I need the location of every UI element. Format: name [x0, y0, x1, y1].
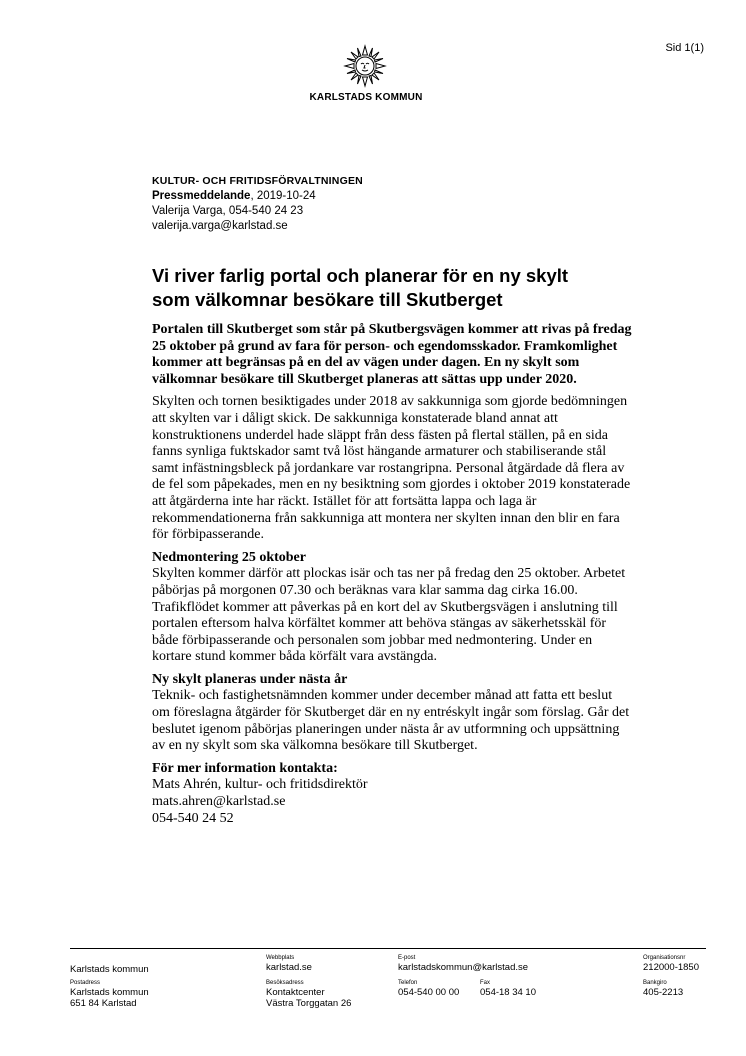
footer-email-value: karlstadskommun@karlstad.se	[398, 962, 529, 973]
contact-phone: 054-540 24 52	[152, 810, 234, 826]
footer-visit-line-2: Västra Torggatan 26	[266, 998, 352, 1009]
org-logo-text: KARLSTADS KOMMUN	[309, 92, 423, 103]
footer-orgnr-value: 212000-1850	[643, 962, 699, 973]
footer-web-value: karlstad.se	[266, 962, 312, 973]
section-contact	[152, 761, 632, 827]
footer-bankgiro	[643, 980, 683, 998]
subheading-ny-skylt: Ny skylt planeras under nästa år	[152, 671, 348, 687]
sender-block	[152, 174, 363, 234]
subheading-contact: För mer information kontakta:	[152, 760, 338, 776]
footer-org: Karlstads kommun	[70, 964, 149, 975]
page-number: Sid 1(1)	[665, 42, 704, 54]
paragraph-1: Skylten och tornen besiktigades under 2018 av sakkunniga som gjorde bedömningen att skylten var i dåligt skick. De sakkunniga konstaterade bland annat att konstruktionens underdel hade släppt från dess fästen på flertal ställen, på en sida fanns synliga fuktskador samt två löst hängande armaturer och stabiliserande stål samt infästningsbleck på jordankare var rostangripna. Personal åtgärdade då flera av de fel som påpekades, men en ny besiktning som gjordes i oktober 2019 konstaterade att åtgärderna inte har räckt. Istället för att fortsätta lappa och laga är rekommendationerna från sakkunniga att montera ner skylten innan den blir en fara för förbipasserande.	[152, 394, 631, 543]
footer-web	[266, 955, 312, 973]
headline	[152, 264, 632, 312]
footer-post-label: Postadress	[70, 980, 101, 986]
doc-type-line	[152, 189, 363, 204]
sender-contact: Valerija Varga, 054-540 24 23	[152, 205, 304, 217]
subheading-nedmontering: Nedmontering 25 oktober	[152, 549, 306, 565]
footer-fax-label: Fax	[480, 980, 491, 986]
footer-phone-label: Telefon	[398, 980, 418, 986]
contact-name: Mats Ahrén, kultur- och fritidsdirektör	[152, 777, 368, 793]
headline-line-2: som välkomnar besökare till Skutberget	[152, 289, 503, 310]
footer-bankgiro-label: Bankgiro	[643, 980, 667, 986]
footer-post-line-2: 651 84 Karlstad	[70, 998, 137, 1009]
footer-visit-line-1: Kontaktcenter	[266, 987, 325, 998]
footer-fax-value: 054-18 34 10	[480, 987, 536, 998]
paragraph-3: Teknik- och fastighetsnämnden kommer under december månad att fatta ett beslut om föreslagna åtgärder för Skutberget där en ny entréskylt ingår som förslag. Går det beslutet igenom påbörjas planeringen under nästa år av utformning och uppsättning av en ny skylt som ska välkomna besökare till Skutberget.	[152, 688, 630, 754]
footer-post	[70, 980, 149, 1009]
section-nedmontering	[152, 550, 632, 666]
headline-line-1: Vi river farlig portal och planerar för en ny skylt	[152, 265, 569, 286]
department: KULTUR- OCH FRITIDSFÖRVALTNINGEN	[152, 175, 363, 187]
footer-phone	[398, 980, 459, 998]
body-text	[152, 322, 632, 833]
footer-email	[398, 955, 528, 973]
footer-orgnr	[643, 955, 699, 973]
section-ny-skylt	[152, 672, 632, 755]
footer-email-label: E-post	[398, 955, 416, 961]
footer-bankgiro-value: 405-2213	[643, 987, 684, 998]
footer-phone-value: 054-540 00 00	[398, 987, 460, 998]
contact-email: mats.ahren@karlstad.se	[152, 794, 286, 810]
footer-divider	[70, 948, 706, 949]
lead-paragraph: Portalen till Skutberget som står på Skutbergsvägen kommer att rivas på fredag 25 oktober på grund av fara för person- och egendomsskador. Framkomlighet kommer att begränsas på en del av vägen under dagen. En ny skylt som välkomnar besökare till Skutberget planeras att sättas upp under 2020.	[152, 322, 632, 387]
doc-date: , 2019-10-24	[250, 190, 316, 202]
footer-orgnr-label: Organisationsnr	[643, 955, 686, 961]
footer-web-label: Webbplats	[266, 955, 295, 961]
sender-email: valerija.varga@karlstad.se	[152, 220, 288, 232]
footer-visit-label: Besöksadress	[266, 980, 304, 986]
footer-post-line-1: Karlstads kommun	[70, 987, 149, 998]
footer-fax	[480, 980, 536, 998]
paragraph-2: Skylten kommer därför att plockas isär och tas ner på fredag den 25 oktober. Arbetet påbörjas på morgonen 07.30 och beräknas vara klar samma dag cirka 16.00. Trafikflödet kommer att påverkas på en kort del av Skutbergsvägen i anslutning till portalen eftersom halva körfältet kommer att behöva stängas av säkerhetsskäl för både förbipasserande och personalen som jobbar med nedmontering. Under en kortare stund kommer båda körfält vara avstängda.	[152, 566, 626, 665]
doc-type: Pressmeddelande	[152, 190, 251, 202]
footer-visit	[266, 980, 351, 1009]
sun-emblem-icon	[343, 44, 387, 88]
